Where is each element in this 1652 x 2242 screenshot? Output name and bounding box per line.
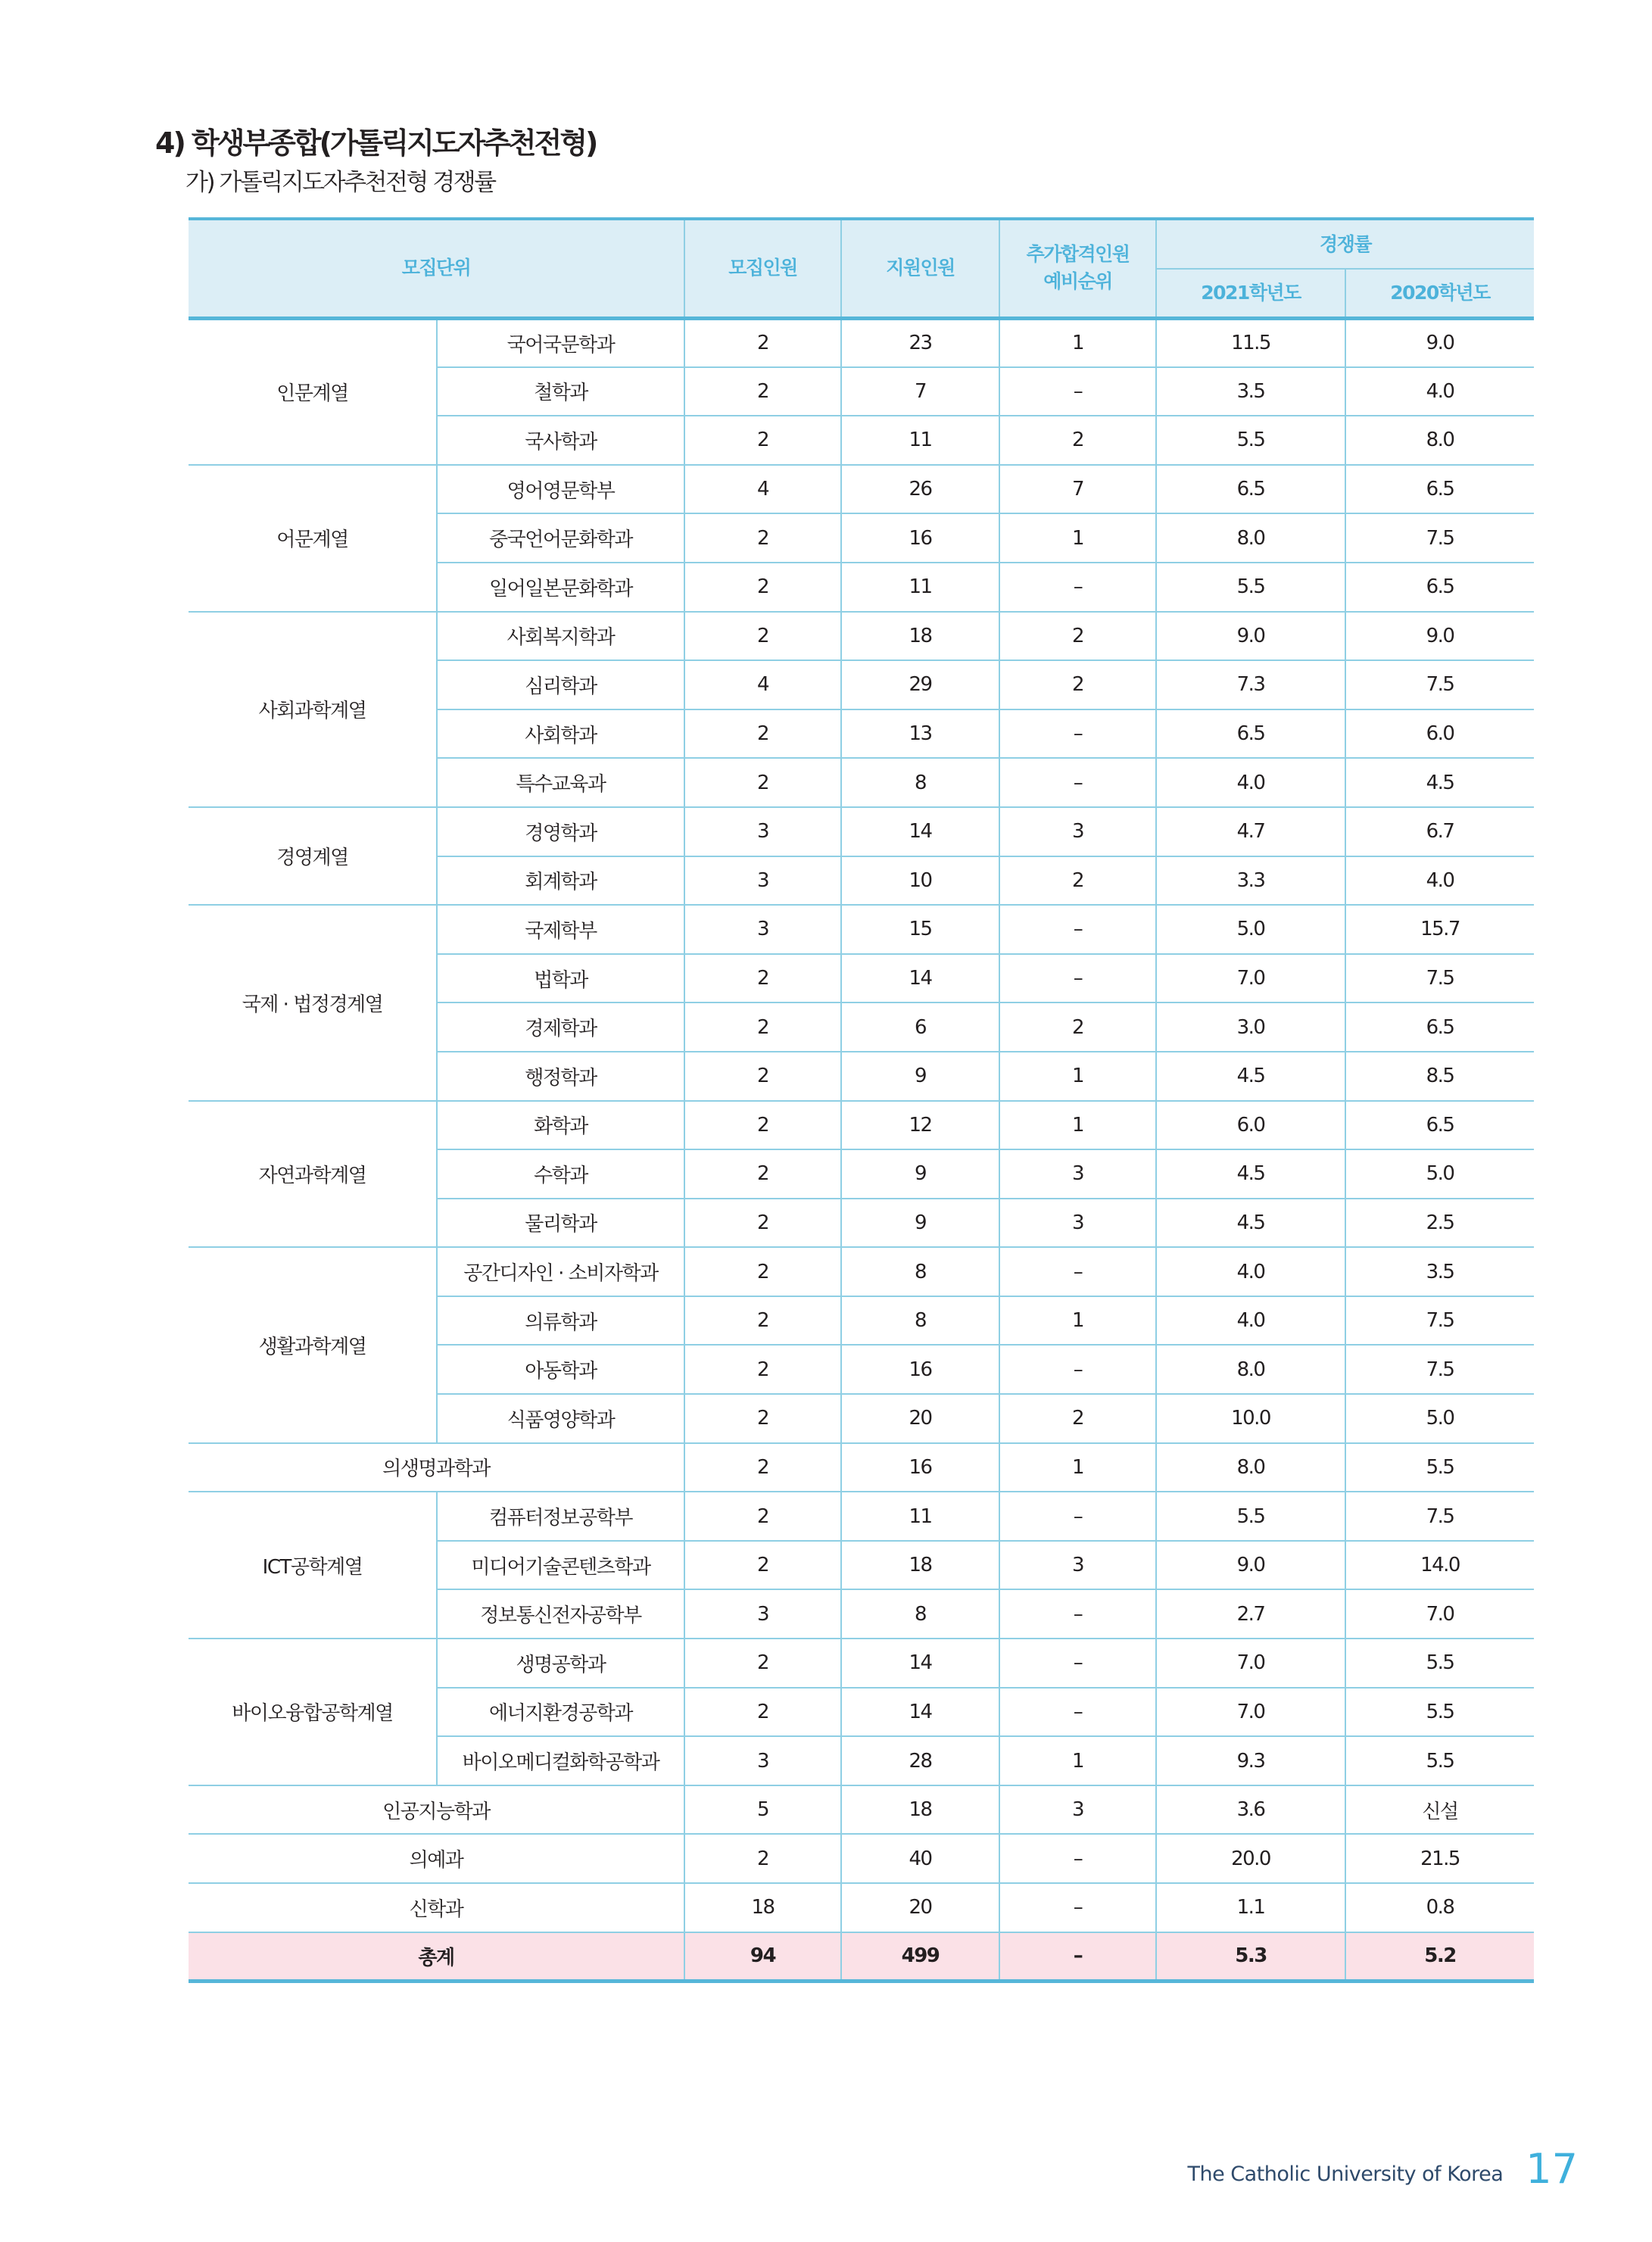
waitlist-cell: 3 [999, 807, 1156, 856]
applicants-cell: 28 [841, 1736, 999, 1785]
university-name: The Catholic University of Korea [1187, 2162, 1504, 2186]
group-cell: 인문계열 [189, 318, 437, 465]
ratio-2021-cell: 4.0 [1156, 1247, 1345, 1296]
waitlist-cell: 1 [999, 513, 1156, 563]
unit-cell: 의예과 [189, 1834, 684, 1883]
applicants-cell: 29 [841, 660, 999, 709]
department-cell: 국제학부 [437, 905, 684, 954]
quota-cell: 5 [684, 1785, 841, 1835]
table-row [189, 1639, 1534, 1688]
applicants-cell: 11 [841, 1492, 999, 1541]
waitlist-cell: 2 [999, 416, 1156, 465]
ratio-2021-cell: 3.6 [1156, 1785, 1345, 1835]
department-cell: 일어일본문화학과 [437, 563, 684, 612]
ratio-2020-cell: 5.0 [1345, 1394, 1534, 1443]
ratio-2021-cell: 11.5 [1156, 318, 1345, 367]
ratio-2020-cell: 8.0 [1345, 416, 1534, 465]
ratio-2020-cell: 5.5 [1345, 1443, 1534, 1492]
ratio-2021-cell: 3.3 [1156, 856, 1345, 906]
applicants-cell: 9 [841, 1052, 999, 1101]
waitlist-cell: 1 [999, 1052, 1156, 1101]
waitlist-cell: – [999, 1589, 1156, 1639]
department-cell: 심리학과 [437, 660, 684, 709]
ratio-2021-cell: 7.0 [1156, 1688, 1345, 1737]
department-cell: 수학과 [437, 1149, 684, 1199]
section-title: 4) 학생부종합(가톨릭지도자추천전형) [155, 126, 597, 160]
ratio-2021-cell: 5.0 [1156, 905, 1345, 954]
ratio-2020-cell: 2.5 [1345, 1199, 1534, 1248]
quota-cell: 2 [684, 1492, 841, 1541]
ratio-2020-cell: 9.0 [1345, 612, 1534, 661]
waitlist-cell: – [999, 563, 1156, 612]
ratio-2021-cell: 9.0 [1156, 1541, 1345, 1590]
header-year-2020: 2020학년도 [1345, 269, 1534, 318]
group-cell: 어문계열 [189, 465, 437, 612]
waitlist-cell: 3 [999, 1199, 1156, 1248]
applicants-cell: 20 [841, 1394, 999, 1443]
department-cell: 화학과 [437, 1101, 684, 1150]
department-cell: 물리학과 [437, 1199, 684, 1248]
applicants-cell: 9 [841, 1199, 999, 1248]
ratio-2020-cell: 신설 [1345, 1785, 1534, 1835]
department-cell: 의류학과 [437, 1296, 684, 1346]
quota-cell: 4 [684, 465, 841, 514]
waitlist-cell: – [999, 905, 1156, 954]
unit-cell: 인공지능학과 [189, 1785, 684, 1835]
department-cell: 식품영양학과 [437, 1394, 684, 1443]
applicants-cell: 10 [841, 856, 999, 906]
total-applicants-cell: 499 [841, 1932, 999, 1982]
applicants-cell: 23 [841, 318, 999, 367]
quota-cell: 2 [684, 563, 841, 612]
applicants-cell: 11 [841, 416, 999, 465]
applicants-cell: 8 [841, 1589, 999, 1639]
department-cell: 아동학과 [437, 1345, 684, 1394]
waitlist-cell: – [999, 1345, 1156, 1394]
quota-cell: 3 [684, 1589, 841, 1639]
ratio-2020-cell: 5.5 [1345, 1736, 1534, 1785]
waitlist-cell: – [999, 1639, 1156, 1688]
quota-cell: 3 [684, 807, 841, 856]
department-cell: 미디어기술콘텐츠학과 [437, 1541, 684, 1590]
ratio-2020-cell: 0.8 [1345, 1883, 1534, 1932]
ratio-2020-cell: 6.5 [1345, 563, 1534, 612]
quota-cell: 2 [684, 758, 841, 807]
ratio-2021-cell: 5.5 [1156, 563, 1345, 612]
ratio-2020-cell: 6.5 [1345, 1101, 1534, 1150]
group-cell: 국제 · 법정경계열 [189, 905, 437, 1100]
applicants-cell: 16 [841, 1345, 999, 1394]
table-header [189, 219, 1534, 318]
ratio-2020-cell: 7.5 [1345, 1296, 1534, 1346]
waitlist-cell: 2 [999, 856, 1156, 906]
quota-cell: 2 [684, 1639, 841, 1688]
group-cell: 바이오융합공학계열 [189, 1639, 437, 1785]
ratio-2021-cell: 4.5 [1156, 1052, 1345, 1101]
table-row [189, 1883, 1534, 1932]
applicants-cell: 8 [841, 758, 999, 807]
waitlist-cell: – [999, 367, 1156, 416]
page-number: 17 [1526, 2145, 1578, 2193]
department-cell: 철학과 [437, 367, 684, 416]
table-row [189, 1785, 1534, 1835]
applicants-cell: 14 [841, 807, 999, 856]
waitlist-cell: 7 [999, 465, 1156, 514]
ratio-2020-cell: 9.0 [1345, 318, 1534, 367]
waitlist-cell: 2 [999, 1003, 1156, 1052]
ratio-2020-cell: 14.0 [1345, 1541, 1534, 1590]
table-row [189, 318, 1534, 367]
ratio-2020-cell: 4.0 [1345, 367, 1534, 416]
quota-cell: 2 [684, 612, 841, 661]
group-cell: 생활과학계열 [189, 1247, 437, 1442]
ratio-2021-cell: 4.0 [1156, 758, 1345, 807]
applicants-cell: 7 [841, 367, 999, 416]
department-cell: 생명공학과 [437, 1639, 684, 1688]
applicants-cell: 8 [841, 1247, 999, 1296]
quota-cell: 2 [684, 1345, 841, 1394]
ratio-2021-cell: 8.0 [1156, 1443, 1345, 1492]
ratio-2021-cell: 8.0 [1156, 513, 1345, 563]
quota-cell: 2 [684, 416, 841, 465]
ratio-2020-cell: 7.5 [1345, 954, 1534, 1003]
waitlist-cell: 3 [999, 1149, 1156, 1199]
waitlist-cell: – [999, 1688, 1156, 1737]
department-cell: 경제학과 [437, 1003, 684, 1052]
department-cell: 영어영문학부 [437, 465, 684, 514]
table-row [189, 1443, 1534, 1492]
waitlist-cell: 1 [999, 1736, 1156, 1785]
quota-cell: 3 [684, 905, 841, 954]
header-ratio: 경쟁률 [1156, 219, 1534, 269]
header-unit: 모집단위 [189, 219, 684, 318]
waitlist-cell: 2 [999, 612, 1156, 661]
applicants-cell: 14 [841, 1688, 999, 1737]
applicants-cell: 26 [841, 465, 999, 514]
header-year-2021: 2021학년도 [1156, 269, 1345, 318]
department-cell: 행정학과 [437, 1052, 684, 1101]
ratio-2021-cell: 7.0 [1156, 1639, 1345, 1688]
ratio-2021-cell: 4.5 [1156, 1199, 1345, 1248]
waitlist-cell: 1 [999, 1296, 1156, 1346]
ratio-2021-cell: 7.0 [1156, 954, 1345, 1003]
applicants-cell: 18 [841, 1541, 999, 1590]
ratio-2020-cell: 6.5 [1345, 1003, 1534, 1052]
quota-cell: 2 [684, 1394, 841, 1443]
applicants-cell: 14 [841, 954, 999, 1003]
ratio-2020-cell: 15.7 [1345, 905, 1534, 954]
ratio-2021-cell: 8.0 [1156, 1345, 1345, 1394]
applicants-cell: 13 [841, 709, 999, 759]
waitlist-cell: – [999, 1883, 1156, 1932]
ratio-2021-cell: 1.1 [1156, 1883, 1345, 1932]
quota-cell: 2 [684, 1541, 841, 1590]
competition-rate-table [189, 217, 1534, 1983]
quota-cell: 2 [684, 709, 841, 759]
ratio-2021-cell: 9.0 [1156, 612, 1345, 661]
applicants-cell: 6 [841, 1003, 999, 1052]
total-row [189, 1932, 1534, 1982]
total-label: 총계 [189, 1932, 684, 1982]
quota-cell: 3 [684, 856, 841, 906]
ratio-2020-cell: 5.5 [1345, 1639, 1534, 1688]
table-body [189, 318, 1534, 1981]
ratio-2021-cell: 10.0 [1156, 1394, 1345, 1443]
department-cell: 컴퓨터정보공학부 [437, 1492, 684, 1541]
applicants-cell: 18 [841, 612, 999, 661]
applicants-cell: 40 [841, 1834, 999, 1883]
table-subtitle: 가) 가톨릭지도자추천전형 경쟁률 [185, 169, 495, 196]
applicants-cell: 11 [841, 563, 999, 612]
ratio-2020-cell: 8.5 [1345, 1052, 1534, 1101]
waitlist-cell: – [999, 709, 1156, 759]
total-waitlist-cell: – [999, 1932, 1156, 1982]
table-row [189, 905, 1534, 954]
waitlist-cell: 1 [999, 318, 1156, 367]
quota-cell: 3 [684, 1736, 841, 1785]
quota-cell: 2 [684, 1003, 841, 1052]
ratio-2021-cell: 5.5 [1156, 1492, 1345, 1541]
department-cell: 중국언어문화학과 [437, 513, 684, 563]
department-cell: 바이오메디컬화학공학과 [437, 1736, 684, 1785]
department-cell: 국사학과 [437, 416, 684, 465]
ratio-2021-cell: 3.5 [1156, 367, 1345, 416]
department-cell: 특수교육과 [437, 758, 684, 807]
waitlist-cell: – [999, 954, 1156, 1003]
ratio-2020-cell: 5.0 [1345, 1149, 1534, 1199]
ratio-2021-cell: 5.5 [1156, 416, 1345, 465]
ratio-2021-cell: 6.5 [1156, 709, 1345, 759]
department-cell: 경영학과 [437, 807, 684, 856]
ratio-2020-cell: 7.5 [1345, 513, 1534, 563]
group-cell: 사회과학계열 [189, 612, 437, 807]
ratio-2021-cell: 3.0 [1156, 1003, 1345, 1052]
quota-cell: 2 [684, 513, 841, 563]
department-cell: 에너지환경공학과 [437, 1688, 684, 1737]
applicants-cell: 16 [841, 1443, 999, 1492]
quota-cell: 2 [684, 1052, 841, 1101]
quota-cell: 18 [684, 1883, 841, 1932]
quota-cell: 4 [684, 660, 841, 709]
ratio-2021-cell: 9.3 [1156, 1736, 1345, 1785]
waitlist-cell: 2 [999, 1394, 1156, 1443]
group-cell: 자연과학계열 [189, 1101, 437, 1248]
quota-cell: 2 [684, 318, 841, 367]
waitlist-cell: – [999, 758, 1156, 807]
table-row [189, 465, 1534, 514]
group-cell: 경영계열 [189, 807, 437, 905]
applicants-cell: 12 [841, 1101, 999, 1150]
table-row [189, 1492, 1534, 1541]
waitlist-cell: 1 [999, 1101, 1156, 1150]
department-cell: 국어국문학과 [437, 318, 684, 367]
waitlist-cell: – [999, 1492, 1156, 1541]
group-cell: ICT공학계열 [189, 1492, 437, 1639]
ratio-2020-cell: 4.5 [1345, 758, 1534, 807]
applicants-cell: 20 [841, 1883, 999, 1932]
quota-cell: 2 [684, 367, 841, 416]
department-cell: 공간디자인 · 소비자학과 [437, 1247, 684, 1296]
quota-cell: 2 [684, 1688, 841, 1737]
applicants-cell: 15 [841, 905, 999, 954]
quota-cell: 2 [684, 1296, 841, 1346]
ratio-2020-cell: 7.5 [1345, 660, 1534, 709]
table-row [189, 1834, 1534, 1883]
department-cell: 정보통신전자공학부 [437, 1589, 684, 1639]
ratio-2021-cell: 4.7 [1156, 807, 1345, 856]
department-cell: 법학과 [437, 954, 684, 1003]
ratio-2020-cell: 7.5 [1345, 1492, 1534, 1541]
waitlist-cell: 3 [999, 1541, 1156, 1590]
applicants-cell: 9 [841, 1149, 999, 1199]
ratio-2020-cell: 4.0 [1345, 856, 1534, 906]
ratio-2021-cell: 2.7 [1156, 1589, 1345, 1639]
header-waitlist-line2: 예비순위 [1043, 270, 1112, 293]
table-row [189, 1247, 1534, 1296]
ratio-2020-cell: 6.7 [1345, 807, 1534, 856]
waitlist-cell: 1 [999, 1443, 1156, 1492]
ratio-2021-cell: 6.0 [1156, 1101, 1345, 1150]
ratio-2020-cell: 7.5 [1345, 1345, 1534, 1394]
header-waitlist [999, 219, 1156, 318]
unit-cell: 신학과 [189, 1883, 684, 1932]
ratio-2021-cell: 6.5 [1156, 465, 1345, 514]
ratio-2021-cell: 20.0 [1156, 1834, 1345, 1883]
ratio-2020-cell: 5.5 [1345, 1688, 1534, 1737]
department-cell: 사회복지학과 [437, 612, 684, 661]
ratio-2020-cell: 7.0 [1345, 1589, 1534, 1639]
table-row [189, 1101, 1534, 1150]
table-row [189, 807, 1534, 856]
quota-cell: 2 [684, 1443, 841, 1492]
quota-cell: 2 [684, 1834, 841, 1883]
ratio-2020-cell: 3.5 [1345, 1247, 1534, 1296]
applicants-cell: 8 [841, 1296, 999, 1346]
table-row [189, 612, 1534, 661]
quota-cell: 2 [684, 1101, 841, 1150]
quota-cell: 2 [684, 1149, 841, 1199]
ratio-2020-cell: 21.5 [1345, 1834, 1534, 1883]
header-applicants: 지원인원 [841, 219, 999, 318]
total-ratio-2021-cell: 5.3 [1156, 1932, 1345, 1982]
ratio-2021-cell: 7.3 [1156, 660, 1345, 709]
total-ratio-2020-cell: 5.2 [1345, 1932, 1534, 1982]
applicants-cell: 14 [841, 1639, 999, 1688]
ratio-2021-cell: 4.0 [1156, 1296, 1345, 1346]
page-footer [1187, 2145, 1579, 2193]
department-cell: 사회학과 [437, 709, 684, 759]
header-quota: 모집인원 [684, 219, 841, 318]
header-waitlist-line1: 추가합격인원 [1026, 243, 1130, 266]
department-cell: 회계학과 [437, 856, 684, 906]
waitlist-cell: 3 [999, 1785, 1156, 1835]
waitlist-cell: – [999, 1247, 1156, 1296]
unit-cell: 의생명과학과 [189, 1443, 684, 1492]
quota-cell: 2 [684, 1247, 841, 1296]
ratio-2021-cell: 4.5 [1156, 1149, 1345, 1199]
applicants-cell: 18 [841, 1785, 999, 1835]
quota-cell: 2 [684, 954, 841, 1003]
ratio-2020-cell: 6.0 [1345, 709, 1534, 759]
waitlist-cell: 2 [999, 660, 1156, 709]
total-quota-cell: 94 [684, 1932, 841, 1982]
quota-cell: 2 [684, 1199, 841, 1248]
applicants-cell: 16 [841, 513, 999, 563]
waitlist-cell: – [999, 1834, 1156, 1883]
ratio-2020-cell: 6.5 [1345, 465, 1534, 514]
